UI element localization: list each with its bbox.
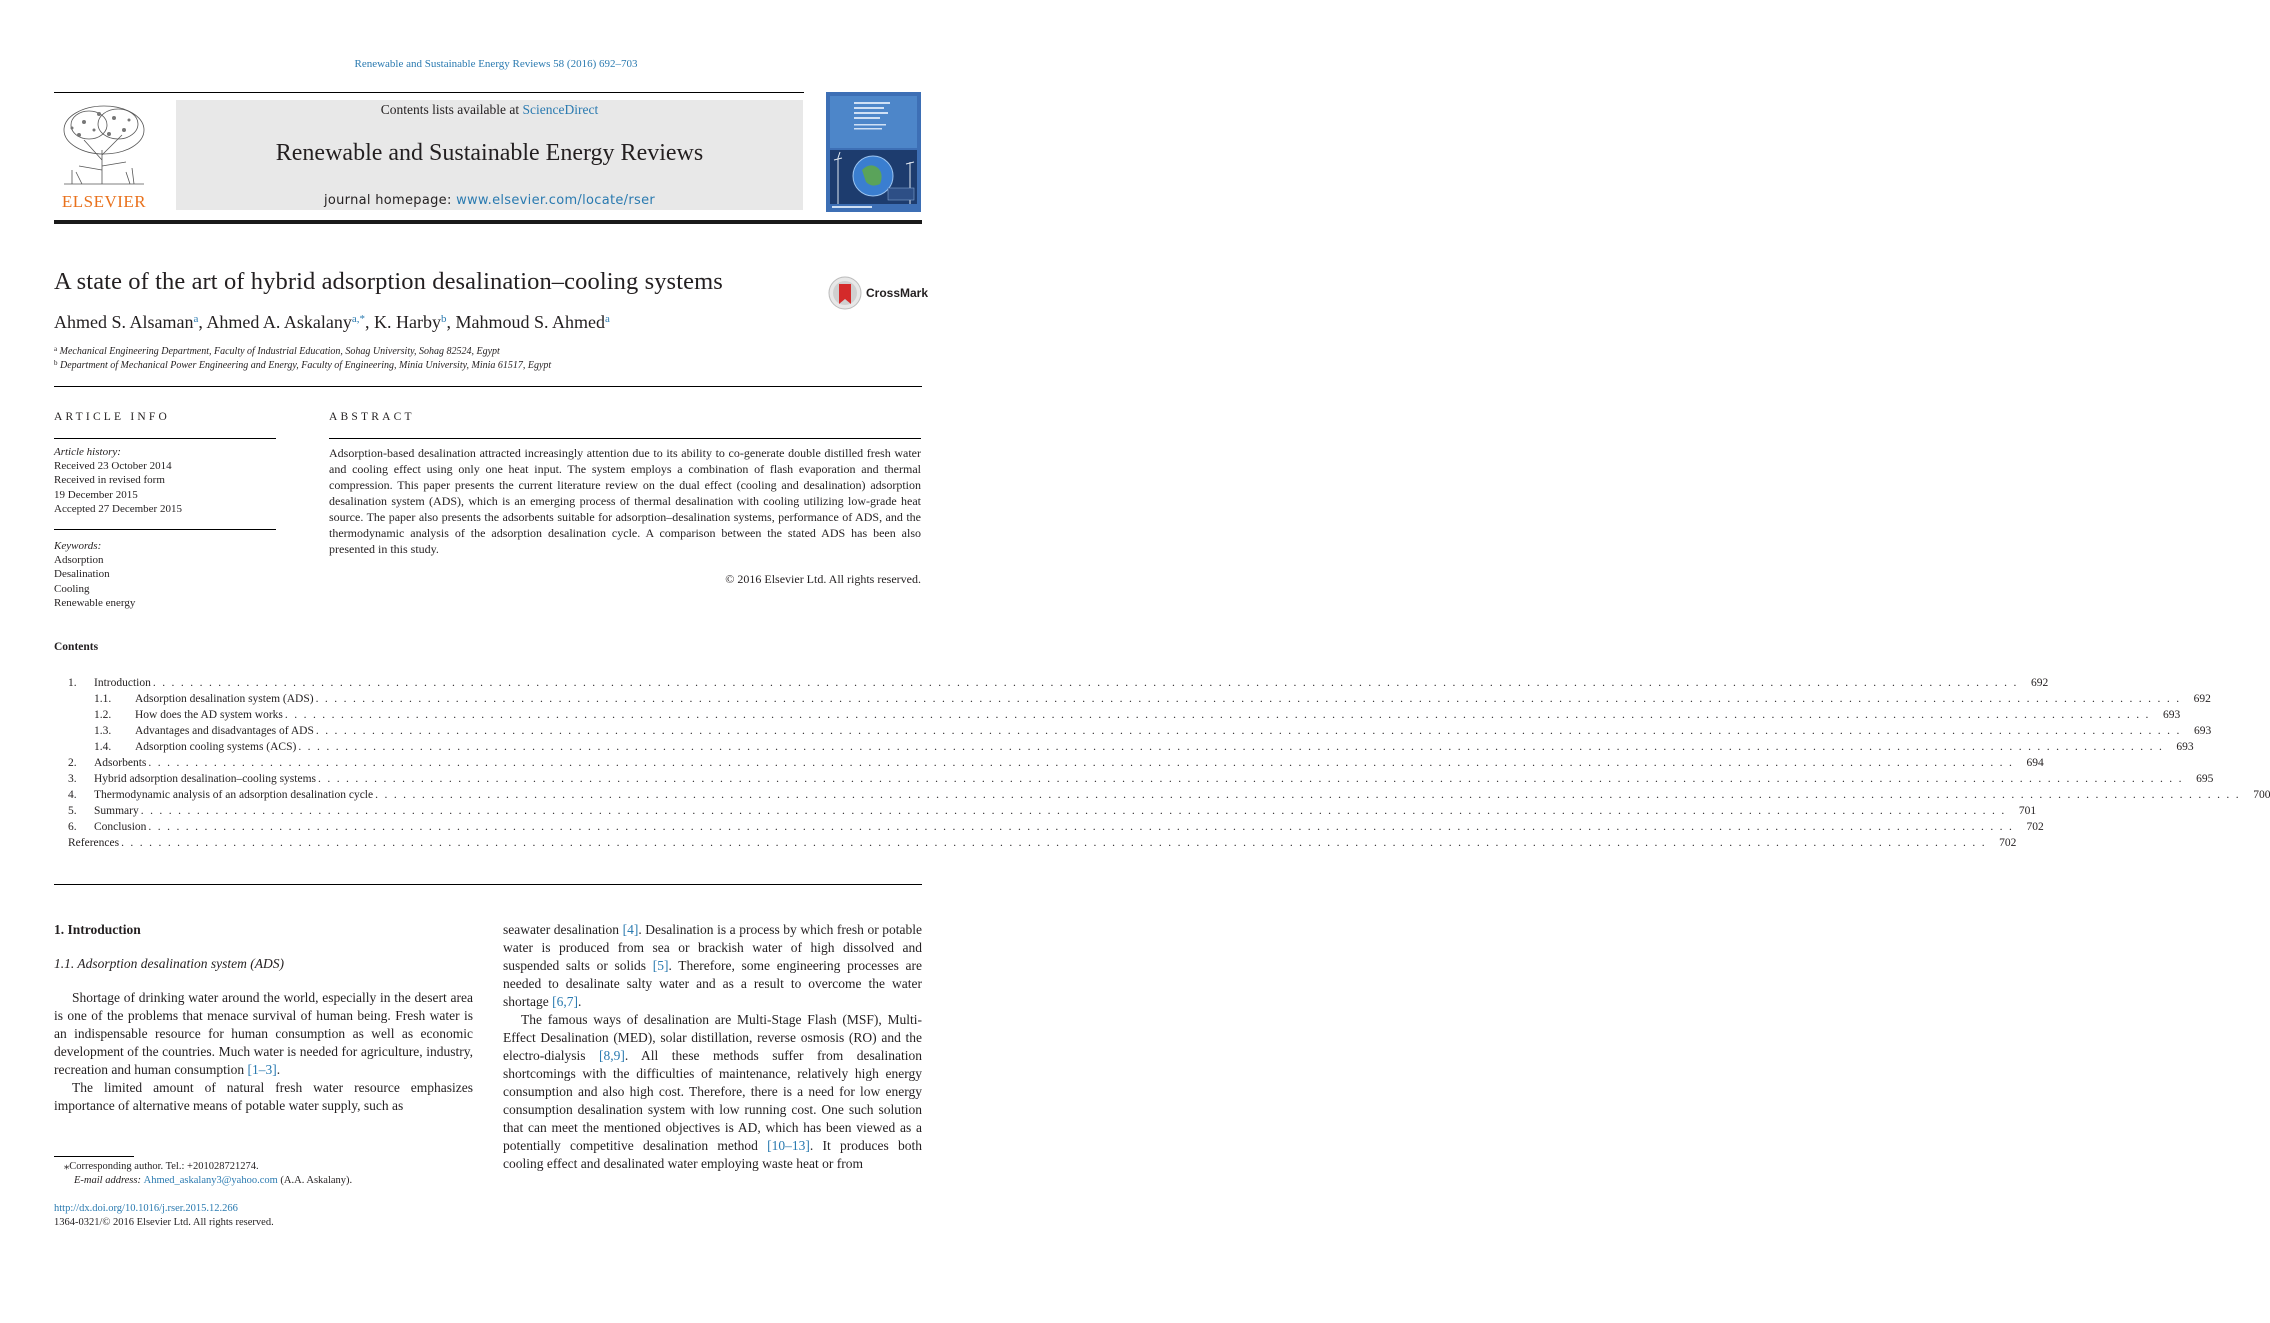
keyword: Desalination: [54, 568, 110, 581]
body-left-column: [54, 921, 473, 1115]
toc-page-number: 693: [2162, 709, 2181, 721]
paragraph: [503, 1011, 922, 1173]
paragraph-text: .: [276, 1062, 281, 1077]
toc-label[interactable]: Hybrid adsorption desalination–cooling systems: [94, 773, 316, 785]
toc-page-number: 693: [2193, 725, 2212, 737]
paragraph-text: . All these methods suffer from desalination shortcomings with the difficulties of maintenance, relatively high energy consumption and also high cost. Therefore, there is a need for low energy consumption desalination system with low running cost. One such solution that can meet the mentioned objectives is AD, which has been viewed as a potentially competitive desalination method: [503, 1048, 922, 1153]
history-label: Article history:: [54, 446, 121, 458]
body-right-column: [503, 921, 922, 1173]
affiliation-text: Mechanical Engineering Department, Faculty of Industrial Education, Sohag University, Sohag 82524, Egypt: [59, 346, 500, 357]
author-affiliation-mark[interactable]: a: [193, 313, 199, 325]
asterisk-mark: ⁎: [64, 1161, 70, 1172]
contents-available: [176, 102, 803, 118]
abstract-text: Adsorption-based desalination attracted increasingly attention due to its ability to co-generate double distilled fresh water and cooling effect using only one heat input. The system employs a combination of flash evaporation and thermal compression. This paper presents the current literature review on the dual effect (cooling and desalination) adsorption desalination system (ADS), which is an emerging process of thermal desalination with cooling utilizing low-grade heat source. The paper also presents the adsorbents suitable for adsorption–desalination systems, performance of ADS, and the thermodynamic analysis of the adsorption desalination cycle. A comparison between the stated ADS has been also presented in this study.: [329, 446, 921, 556]
header-top-rule: [54, 92, 804, 93]
journal-name: Renewable and Sustainable Energy Reviews: [275, 140, 704, 166]
corresponding-text: Corresponding author. Tel.: +201028721274.: [69, 1161, 259, 1172]
toc-label[interactable]: Adsorption cooling systems (ACS): [135, 741, 297, 753]
title-rule: [54, 386, 922, 387]
footnote-rule: [54, 1156, 134, 1157]
author-affiliation-mark[interactable]: a: [605, 313, 610, 325]
article-title: A state of the art of hybrid adsorption desalination–cooling systems: [54, 268, 723, 295]
toc-entry[interactable]: [54, 757, 2044, 773]
subsection-heading: 1.1. Adsorption desalination system (ADS): [54, 956, 284, 971]
toc-number: 4.: [68, 789, 77, 801]
toc-entry[interactable]: [54, 821, 2044, 837]
affiliation-mark: a: [54, 345, 58, 353]
toc-page-number: 702: [2026, 821, 2044, 833]
article-history: [54, 445, 182, 516]
article-info-rule: [54, 438, 276, 439]
paragraph-text: The famous ways of desalination are Multi-Stage Flash (MSF), Multi-Effect Desalination (MED), solar distillation, reverse osmosis (RO) and the electro-dialysis: [503, 1012, 922, 1063]
toc-leader-dots: . . . . . . . . . . . . . . . . . . . . . . . . . . . . . . . . . . . . . . . . . . . . . . . . . . . . . . . . . . . . . . . . . . . . . . . . . . . . . . . . . . . . . . . . . . . . . . . . . . . . . . . . . . . . . . . . . . . . . . . . . . . . . . . . . . . . . . . . . . . . . . . . . . . . . . . . . . . . . . . . . . . . . . . . . . . . . . . . . . . . . . . . . . . . . . . . . . . . . . . .: [140, 805, 2007, 817]
toc-leader-dots: . . . . . . . . . . . . . . . . . . . . . . . . . . . . . . . . . . . . . . . . . . . . . . . . . . . . . . . . . . . . . . . . . . . . . . . . . . . . . . . . . . . . . . . . . . . . . . . . . . . . . . . . . . . . . . . . . . . . . . . . . . . . . . . . . . . . . . . . . . . . . . . . . . . . . . . . . . . . . . . . . . . . . . . . . . . . . . . . . . . . . . . . . . . . . . . . . . . . . . . .: [284, 709, 2151, 721]
toc-number: 1.4.: [94, 741, 112, 753]
journal-cover-image[interactable]: [826, 92, 921, 212]
toc-label[interactable]: Adsorbents: [94, 757, 147, 769]
toc-number: 1.1.: [94, 693, 112, 705]
elsevier-logo[interactable]: [54, 100, 154, 212]
toc-number: 1.: [68, 677, 77, 689]
keyword: Cooling: [54, 582, 90, 595]
crossmark-badge[interactable]: [828, 276, 928, 310]
history-item: Accepted 27 December 2015: [54, 502, 182, 515]
toc-label[interactable]: Introduction: [94, 677, 151, 689]
toc-leader-dots: . . . . . . . . . . . . . . . . . . . . . . . . . . . . . . . . . . . . . . . . . . . . . . . . . . . . . . . . . . . . . . . . . . . . . . . . . . . . . . . . . . . . . . . . . . . . . . . . . . . . . . . . . . . . . . . . . . . . . . . . . . . . . . . . . . . . . . . . . . . . . . . . . . . . . . . . . . . . . . . . . . . . . . . . . . . . . . . . . . . . . . . . . . . . . . . . . . . . . . . .: [148, 821, 2014, 833]
header-rule: [54, 220, 922, 224]
keyword: Renewable energy: [54, 596, 136, 609]
toc-number: 1.3.: [94, 725, 112, 737]
doi-link[interactable]: [54, 1202, 238, 1216]
paragraph: [54, 989, 473, 1079]
citation-link[interactable]: [4]: [622, 922, 639, 937]
affiliation: [54, 359, 551, 371]
email-link[interactable]: Ahmed_askalany3@yahoo.com: [143, 1175, 278, 1186]
toc-number: 3.: [68, 773, 77, 785]
author-list: Ahmed S. Alsaman$^a$, Ahmed A. Askalany$^{a,*}$, K. Harby$^b$, Mahmoud S. Ahmed$^a$: [54, 312, 610, 332]
toc-label[interactable]: How does the AD system works: [135, 709, 283, 721]
toc-number: 2.: [68, 757, 77, 769]
paragraph-text: . It produces both cooling effect and desalinated water employing waste heat or from: [503, 1138, 923, 1171]
issn-line: 1364-0321/© 2016 Elsevier Ltd. All rights reserved.: [54, 1217, 274, 1228]
history-item: Received in revised form: [54, 474, 165, 487]
section-heading: 1. Introduction: [54, 922, 141, 937]
article-info-heading: ARTICLE INFO: [54, 411, 170, 423]
email-suffix: (A.A. Askalany).: [277, 1175, 353, 1186]
toc-page-number: 692: [2193, 693, 2211, 705]
table-of-contents: [54, 677, 2270, 853]
citation-link[interactable]: [8,9]: [598, 1048, 625, 1063]
toc-label[interactable]: Thermodynamic analysis of an adsorption desalination cycle: [94, 789, 374, 801]
paragraph-text: seawater desalination: [503, 922, 623, 937]
journal-banner: [176, 100, 803, 210]
abstract-heading: ABSTRACT: [329, 411, 415, 423]
toc-page-number: 692: [2030, 677, 2049, 689]
toc-label[interactable]: Adsorption desalination system (ADS): [135, 693, 314, 705]
doi-text[interactable]: http://dx.doi.org/10.1016/j.rser.2015.12.266: [54, 1203, 238, 1214]
toc-leader-dots: . . . . . . . . . . . . . . . . . . . . . . . . . . . . . . . . . . . . . . . . . . . . . . . . . . . . . . . . . . . . . . . . . . . . . . . . . . . . . . . . . . . . . . . . . . . . . . . . . . . . . . . . . . . . . . . . . . . . . . . . . . . . . . . . . . . . . . . . . . . . . . . . . . . . . . . . . . . . . . . . . . . . . . . . . . . . . . . . . . . . . . . . . . . . . . . . . . . . . . . .: [318, 773, 2184, 785]
author-name[interactable]: Ahmed S. Alsaman: [54, 312, 194, 332]
toc-entry[interactable]: [54, 693, 2211, 709]
toc-leader-dots: . . . . . . . . . . . . . . . . . . . . . . . . . . . . . . . . . . . . . . . . . . . . . . . . . . . . . . . . . . . . . . . . . . . . . . . . . . . . . . . . . . . . . . . . . . . . . . . . . . . . . . . . . . . . . . . . . . . . . . . . . . . . . . . . . . . . . . . . . . . . . . . . . . . . . . . . . . . . . . . . . . . . . . . . . . . . . . . . . . . . . . . . . . . . . . . . . . . . . . . .: [148, 757, 2014, 769]
toc-number: 1.2.: [94, 709, 112, 721]
toc-page-number: 701: [2018, 805, 2037, 817]
toc-entry[interactable]: [54, 789, 2270, 805]
toc-page-number: 693: [2176, 741, 2194, 753]
toc-entry[interactable]: [54, 773, 2214, 789]
corresponding-author-note: [64, 1160, 259, 1174]
affiliation-mark: b: [54, 359, 58, 367]
keyword: Adsorption: [54, 554, 104, 567]
toc-leader-dots: . . . . . . . . . . . . . . . . . . . . . . . . . . . . . . . . . . . . . . . . . . . . . . . . . . . . . . . . . . . . . . . . . . . . . . . . . . . . . . . . . . . . . . . . . . . . . . . . . . . . . . . . . . . . . . . . . . . . . . . . . . . . . . . . . . . . . . . . . . . . . . . . . . . . . . . . . . . . . . . . . . . . . . . . . . . . . . . . . . . . . . . . . . . . . . . . . . . . . . . .: [152, 677, 2019, 689]
journal-cover-icon: [826, 92, 921, 212]
elsevier-wordmark: ELSEVIER: [61, 192, 147, 211]
toc-number: 6.: [68, 821, 77, 833]
toc-entry[interactable]: [54, 805, 2037, 821]
citation-link[interactable]: [10–13]: [767, 1138, 810, 1153]
toc-entry[interactable]: [54, 741, 2194, 757]
crossmark-icon: [828, 276, 864, 310]
author-affiliation-mark[interactable]: a,*: [351, 313, 366, 325]
toc-entry[interactable]: [54, 837, 2017, 853]
toc-label[interactable]: Advantages and disadvantages of ADS: [135, 725, 314, 737]
citation-link[interactable]: [6,7]: [552, 994, 578, 1009]
toc-leader-dots: . . . . . . . . . . . . . . . . . . . . . . . . . . . . . . . . . . . . . . . . . . . . . . . . . . . . . . . . . . . . . . . . . . . . . . . . . . . . . . . . . . . . . . . . . . . . . . . . . . . . . . . . . . . . . . . . . . . . . . . . . . . . . . . . . . . . . . . . . . . . . . . . . . . . . . . . . . . . . . . . . . . . . . . . . . . . . . . . . . . . . . . . . . . . . . . . . . . . . . . .: [315, 725, 2182, 737]
paragraph: [503, 921, 922, 1011]
keywords-rule: [54, 529, 276, 530]
toc-page-number: 695: [2196, 773, 2214, 785]
author-name[interactable]: Ahmed A. Askalany: [206, 312, 352, 332]
toc-label[interactable]: Conclusion: [94, 821, 147, 833]
email-label: E-mail address:: [74, 1175, 144, 1186]
homepage-link[interactable]: www.elsevier.com/locate/rser: [456, 193, 656, 208]
email-note: [74, 1174, 352, 1188]
author-name[interactable]: Mahmoud S. Ahmed: [455, 312, 606, 332]
affiliation-text: Department of Mechanical Power Engineering and Energy, Faculty of Engineering, Minia University, Minia 61517, Egypt: [60, 360, 552, 371]
toc-leader-dots: . . . . . . . . . . . . . . . . . . . . . . . . . . . . . . . . . . . . . . . . . . . . . . . . . . . . . . . . . . . . . . . . . . . . . . . . . . . . . . . . . . . . . . . . . . . . . . . . . . . . . . . . . . . . . . . . . . . . . . . . . . . . . . . . . . . . . . . . . . . . . . . . . . . . . . . . . . . . . . . . . . . . . . . . . . . . . . . . . . . . . . . . . . . . . . . . . . . . . . . .: [375, 789, 2241, 801]
citation-link[interactable]: [5]: [652, 958, 669, 973]
toc-page-number: 702: [1999, 837, 2017, 849]
paragraph-text: .: [577, 994, 582, 1009]
abstract-rule: [329, 438, 921, 439]
journal-homepage: [176, 193, 803, 208]
citation-link[interactable]: [1–3]: [247, 1062, 277, 1077]
homepage-prefix: journal homepage:: [323, 193, 457, 208]
toc-page-number: 700: [2253, 789, 2270, 801]
toc-leader-dots: . . . . . . . . . . . . . . . . . . . . . . . . . . . . . . . . . . . . . . . . . . . . . . . . . . . . . . . . . . . . . . . . . . . . . . . . . . . . . . . . . . . . . . . . . . . . . . . . . . . . . . . . . . . . . . . . . . . . . . . . . . . . . . . . . . . . . . . . . . . . . . . . . . . . . . . . . . . . . . . . . . . . . . . . . . . . . . . . . . . . . . . . . . . . . . . . . . . . . . . .: [121, 837, 1987, 849]
toc-number: 5.: [68, 805, 77, 817]
author-name[interactable]: K. Harby: [374, 312, 442, 332]
toc-label[interactable]: References: [68, 837, 120, 849]
toc-leader-dots: . . . . . . . . . . . . . . . . . . . . . . . . . . . . . . . . . . . . . . . . . . . . . . . . . . . . . . . . . . . . . . . . . . . . . . . . . . . . . . . . . . . . . . . . . . . . . . . . . . . . . . . . . . . . . . . . . . . . . . . . . . . . . . . . . . . . . . . . . . . . . . . . . . . . . . . . . . . . . . . . . . . . . . . . . . . . . . . . . . . . . . . . . . . . . . . . . . . . . . . .: [315, 693, 2181, 705]
keywords: [54, 539, 135, 610]
keywords-label: Keywords:: [54, 540, 102, 552]
crossmark-label: CrossMark: [866, 286, 929, 300]
affiliation: [54, 345, 500, 357]
contents-prefix: Contents lists available at: [380, 102, 523, 117]
toc-entry[interactable]: [54, 677, 2049, 693]
contents-title: Contents: [54, 641, 99, 653]
journal-citation[interactable]: Renewable and Sustainable Energy Reviews 58 (2016) 692–703: [354, 58, 638, 70]
sciencedirect-link[interactable]: ScienceDirect: [522, 102, 599, 117]
paragraph-text: . Desalination is a process by which fresh or potable water is produced from sea or brackish water of high dissolved and suspended salts or solids: [503, 922, 922, 973]
paragraph-text: . Therefore, some engineering processes are needed to desalinate salty water and as a result to overcome the water shortage: [503, 958, 923, 1009]
toc-leader-dots: . . . . . . . . . . . . . . . . . . . . . . . . . . . . . . . . . . . . . . . . . . . . . . . . . . . . . . . . . . . . . . . . . . . . . . . . . . . . . . . . . . . . . . . . . . . . . . . . . . . . . . . . . . . . . . . . . . . . . . . . . . . . . . . . . . . . . . . . . . . . . . . . . . . . . . . . . . . . . . . . . . . . . . . . . . . . . . . . . . . . . . . . . . . . . . . . . . . . . . . .: [298, 741, 2164, 753]
author-affiliation-mark[interactable]: b: [441, 313, 447, 325]
toc-entry[interactable]: [54, 709, 2181, 725]
contents-rule: [54, 884, 922, 885]
toc-page-number: 694: [2026, 757, 2044, 769]
paragraph-text: Shortage of drinking water around the world, especially in the desert area is one of the problems that menace survival of human being. Fresh water is an indispensable resource for human consumption as well as economic development of the countries. Much water is needed for agriculture, industry, recreation and human consumption: [54, 990, 473, 1077]
history-item: Received 23 October 2014: [54, 460, 172, 473]
history-item: 19 December 2015: [54, 488, 138, 501]
toc-label[interactable]: Summary: [94, 805, 139, 817]
paragraph: The limited amount of natural fresh water resource emphasizes importance of alternative means of potable water supply, such as: [54, 1080, 473, 1113]
toc-entry[interactable]: [54, 725, 2212, 741]
abstract-copyright: © 2016 Elsevier Ltd. All rights reserved.: [725, 572, 921, 586]
